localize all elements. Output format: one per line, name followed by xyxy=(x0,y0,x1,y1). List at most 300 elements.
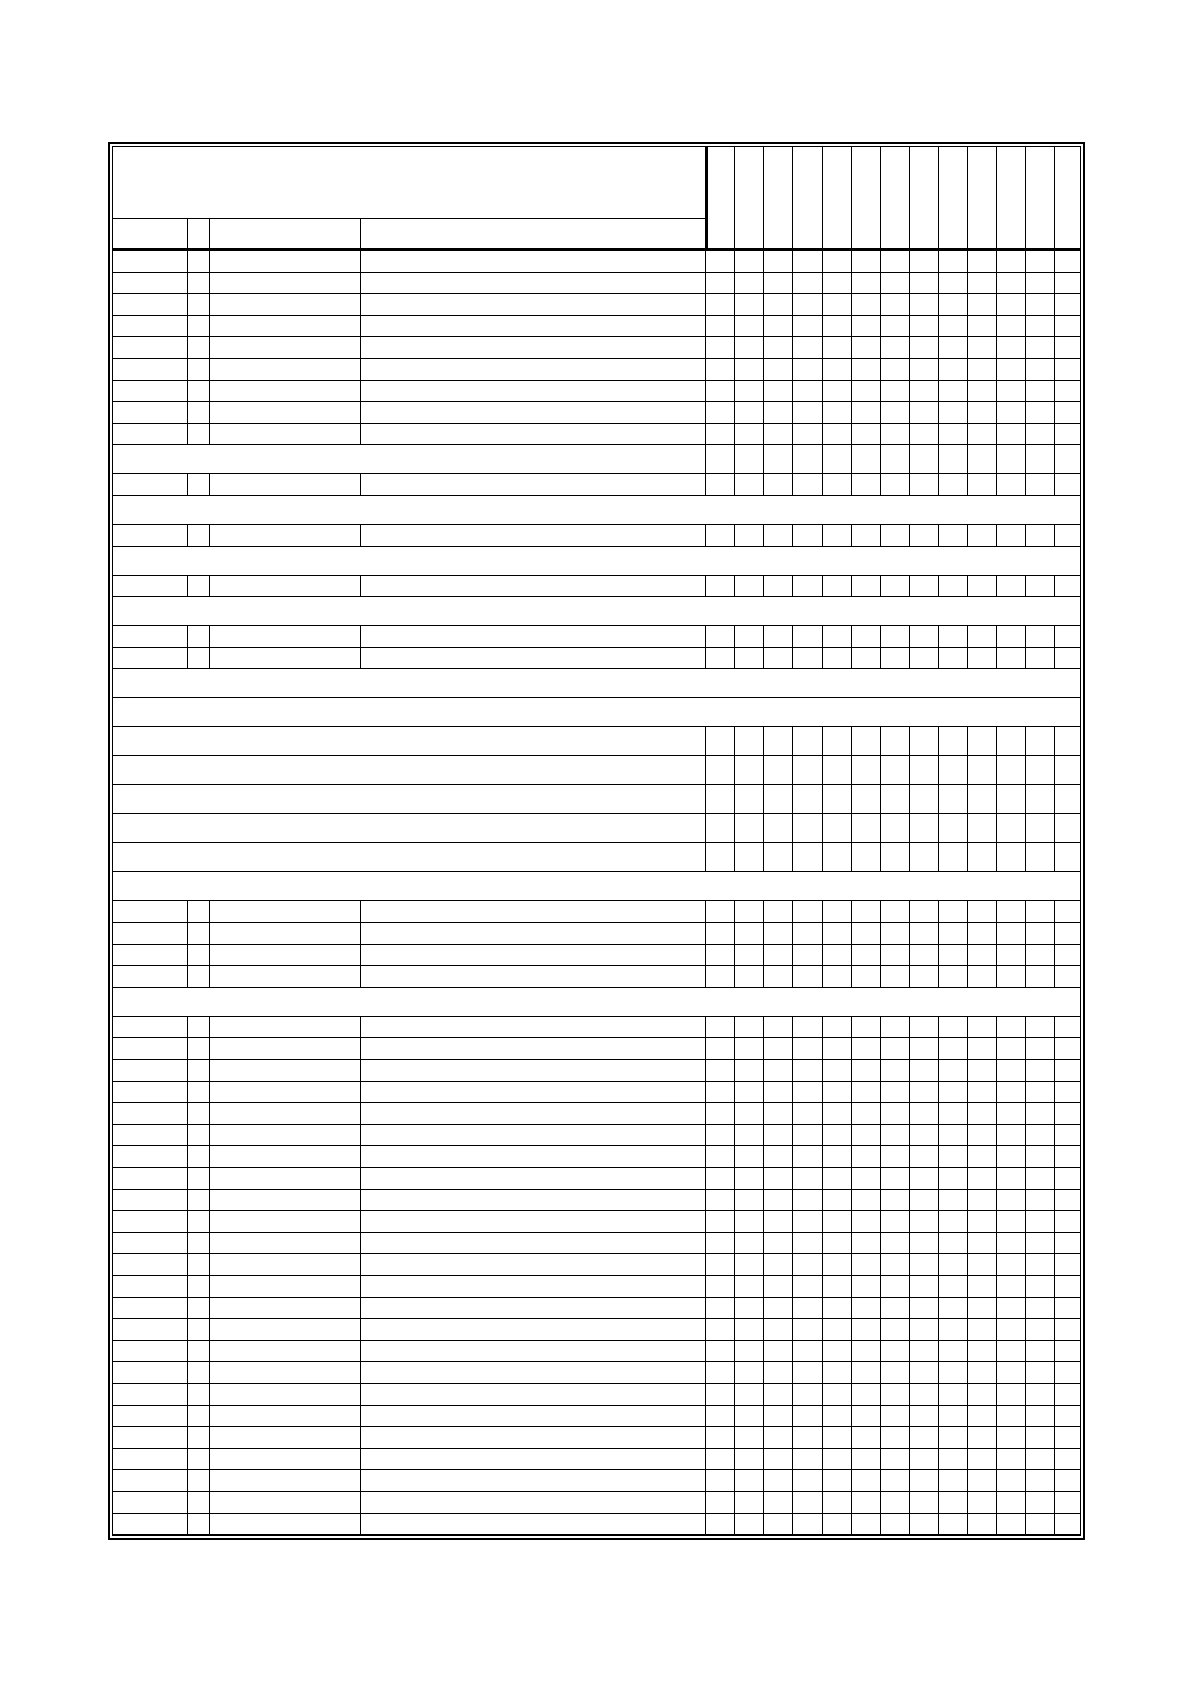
row-grid-line xyxy=(996,965,997,987)
row-grid-line xyxy=(1054,1124,1055,1146)
row-grid-line xyxy=(938,1210,939,1232)
row-grid-line xyxy=(880,336,881,358)
row-grid-line xyxy=(1025,1253,1026,1275)
row-grid-line xyxy=(734,315,735,337)
row-grid-line xyxy=(909,250,910,272)
row-grid-line xyxy=(909,293,910,315)
row-grid-line xyxy=(792,1297,793,1319)
row-grid-line xyxy=(880,423,881,445)
row-column-line xyxy=(360,358,361,380)
row-grid-line xyxy=(763,1102,764,1124)
row-column-line xyxy=(209,423,210,445)
row-grid-line xyxy=(938,575,939,597)
row-grid-line xyxy=(938,965,939,987)
row-grid-line xyxy=(851,1275,852,1297)
row-grid-line xyxy=(938,1469,939,1491)
row-grid-line xyxy=(1054,813,1055,842)
row-grid-line xyxy=(734,965,735,987)
row-grid-line xyxy=(792,1448,793,1470)
row-grid-line xyxy=(705,842,706,871)
band-line xyxy=(113,697,1081,698)
row-grid-line xyxy=(1054,272,1055,294)
header-column-line xyxy=(187,218,188,249)
row-grid-line xyxy=(996,1426,997,1448)
row-column-line xyxy=(705,1037,706,1059)
row-grid-line xyxy=(880,380,881,402)
row-grid-line xyxy=(851,401,852,423)
band-line xyxy=(113,625,1081,626)
row-line xyxy=(113,668,1081,669)
row-column-line xyxy=(187,336,188,358)
row-grid-line xyxy=(967,444,968,473)
row-grid-line xyxy=(1025,1145,1026,1167)
row-grid-line xyxy=(792,423,793,445)
row-grid-line xyxy=(996,315,997,337)
row-column-line xyxy=(360,315,361,337)
band-line xyxy=(113,900,1081,901)
row-grid-line xyxy=(880,1405,881,1427)
row-grid-line xyxy=(967,1016,968,1038)
row-column-line xyxy=(187,315,188,337)
row-grid-line xyxy=(734,1102,735,1124)
row-column-line xyxy=(360,380,361,402)
row-grid-line xyxy=(763,1210,764,1232)
band-line xyxy=(113,726,1081,727)
row-column-line xyxy=(705,1102,706,1124)
row-grid-line xyxy=(822,250,823,272)
row-grid-line xyxy=(822,575,823,597)
row-column-line xyxy=(187,1361,188,1383)
row-grid-line xyxy=(938,1232,939,1254)
row-grid-line xyxy=(1054,842,1055,871)
row-grid-line xyxy=(822,272,823,294)
row-grid-line xyxy=(851,1016,852,1038)
row-column-line xyxy=(360,473,361,495)
row-grid-line xyxy=(734,784,735,813)
row-grid-line xyxy=(792,965,793,987)
row-grid-line xyxy=(996,647,997,669)
row-grid-line xyxy=(822,1426,823,1448)
row-grid-line xyxy=(938,625,939,647)
row-grid-line xyxy=(909,315,910,337)
row-column-line xyxy=(209,401,210,423)
row-grid-line xyxy=(1054,1426,1055,1448)
row-grid-line xyxy=(1025,1491,1026,1513)
row-grid-line xyxy=(909,1232,910,1254)
row-grid-line xyxy=(792,1037,793,1059)
row-column-line xyxy=(187,1340,188,1362)
row-grid-line xyxy=(734,1145,735,1167)
row-grid-line xyxy=(938,1448,939,1470)
row-grid-line xyxy=(1025,473,1026,495)
row-column-line xyxy=(209,315,210,337)
row-grid-line xyxy=(792,1210,793,1232)
row-grid-line xyxy=(967,380,968,402)
row-column-line xyxy=(705,1210,706,1232)
row-column-line xyxy=(209,1210,210,1232)
row-grid-line xyxy=(763,524,764,546)
row-grid-line xyxy=(851,293,852,315)
row-grid-line xyxy=(909,1189,910,1211)
row-grid-line xyxy=(1025,1405,1026,1427)
row-grid-line xyxy=(792,1059,793,1081)
row-grid-line xyxy=(851,315,852,337)
row-grid-line xyxy=(822,1297,823,1319)
band-line xyxy=(113,575,1081,576)
row-column-line xyxy=(209,575,210,597)
row-grid-line xyxy=(967,1405,968,1427)
row-grid-line xyxy=(938,315,939,337)
row-grid-line xyxy=(1025,944,1026,966)
row-grid-line xyxy=(763,1491,764,1513)
row-grid-line xyxy=(996,1189,997,1211)
row-grid-line xyxy=(967,250,968,272)
row-grid-line xyxy=(792,1513,793,1535)
row-grid-line xyxy=(851,1340,852,1362)
row-column-line xyxy=(209,1383,210,1405)
row-column-line xyxy=(705,315,706,337)
row-grid-line xyxy=(792,1145,793,1167)
row-grid-line xyxy=(822,965,823,987)
row-grid-line xyxy=(938,726,939,755)
row-grid-line xyxy=(763,358,764,380)
row-grid-line xyxy=(705,755,706,784)
row-grid-line xyxy=(734,401,735,423)
row-grid-line xyxy=(909,625,910,647)
row-grid-line xyxy=(938,250,939,272)
row-grid-line xyxy=(938,1426,939,1448)
row-column-line xyxy=(187,625,188,647)
row-grid-line xyxy=(909,358,910,380)
row-column-line xyxy=(360,293,361,315)
row-grid-line xyxy=(734,1124,735,1146)
row-grid-line xyxy=(734,1383,735,1405)
row-grid-line xyxy=(1025,1124,1026,1146)
row-grid-line xyxy=(763,293,764,315)
row-grid-line xyxy=(996,575,997,597)
row-grid-line xyxy=(1054,1297,1055,1319)
row-grid-line xyxy=(822,444,823,473)
row-grid-line xyxy=(734,1491,735,1513)
row-grid-line xyxy=(763,1275,764,1297)
header-grid-column-line xyxy=(938,147,939,249)
row-grid-line xyxy=(1025,625,1026,647)
row-grid-line xyxy=(792,401,793,423)
row-grid-line xyxy=(967,358,968,380)
row-column-line xyxy=(360,647,361,669)
row-grid-line xyxy=(792,1167,793,1189)
row-column-line xyxy=(705,1297,706,1319)
row-grid-line xyxy=(938,473,939,495)
row-grid-line xyxy=(938,1253,939,1275)
row-grid-line xyxy=(822,625,823,647)
row-column-line xyxy=(360,1426,361,1448)
row-column-line xyxy=(705,965,706,987)
row-line xyxy=(113,380,1081,381)
row-column-line xyxy=(705,524,706,546)
row-grid-line xyxy=(763,380,764,402)
row-grid-line xyxy=(763,842,764,871)
row-grid-line xyxy=(734,1232,735,1254)
row-grid-line xyxy=(938,1016,939,1038)
row-grid-line xyxy=(1025,293,1026,315)
row-grid-line xyxy=(1025,315,1026,337)
row-grid-line xyxy=(880,1275,881,1297)
row-grid-line xyxy=(996,1275,997,1297)
row-column-line xyxy=(360,1081,361,1103)
row-line xyxy=(113,1081,1081,1082)
row-grid-line xyxy=(909,272,910,294)
row-grid-line xyxy=(938,444,939,473)
row-column-line xyxy=(360,1383,361,1405)
row-grid-line xyxy=(1025,444,1026,473)
row-grid-line xyxy=(734,1189,735,1211)
row-column-line xyxy=(360,336,361,358)
row-grid-line xyxy=(909,1037,910,1059)
row-grid-line xyxy=(763,1513,764,1535)
row-column-line xyxy=(187,1037,188,1059)
row-column-line xyxy=(705,380,706,402)
row-column-line xyxy=(209,965,210,987)
row-grid-line xyxy=(763,813,764,842)
row-grid-line xyxy=(1025,524,1026,546)
row-grid-line xyxy=(1054,1081,1055,1103)
row-column-line xyxy=(705,1124,706,1146)
row-grid-line xyxy=(909,647,910,669)
row-grid-line xyxy=(792,647,793,669)
row-grid-line xyxy=(880,315,881,337)
row-grid-line xyxy=(734,524,735,546)
row-column-line xyxy=(360,1189,361,1211)
row-grid-line xyxy=(996,842,997,871)
row-grid-line xyxy=(909,784,910,813)
row-grid-line xyxy=(763,1253,764,1275)
row-grid-line xyxy=(1025,1037,1026,1059)
row-grid-line xyxy=(1054,1253,1055,1275)
row-line xyxy=(113,755,1081,756)
row-grid-line xyxy=(763,1081,764,1103)
row-grid-line xyxy=(996,444,997,473)
row-column-line xyxy=(209,900,210,922)
row-grid-line xyxy=(996,625,997,647)
row-column-line xyxy=(705,358,706,380)
header-grid-column-line xyxy=(880,147,881,249)
row-line xyxy=(113,647,1081,648)
row-column-line xyxy=(705,1340,706,1362)
row-grid-line xyxy=(763,625,764,647)
row-grid-line xyxy=(851,922,852,944)
row-grid-line xyxy=(822,1102,823,1124)
row-grid-line xyxy=(734,1059,735,1081)
row-line xyxy=(113,813,1081,814)
row-grid-line xyxy=(967,401,968,423)
row-column-line xyxy=(360,1037,361,1059)
header-grid-column-line xyxy=(734,147,735,249)
row-grid-line xyxy=(851,1081,852,1103)
row-grid-line xyxy=(1054,965,1055,987)
row-grid-line xyxy=(792,842,793,871)
row-column-line xyxy=(187,1124,188,1146)
row-grid-line xyxy=(880,250,881,272)
row-grid-line xyxy=(996,1253,997,1275)
row-grid-line xyxy=(996,401,997,423)
row-grid-line xyxy=(909,1275,910,1297)
row-grid-line xyxy=(909,1361,910,1383)
row-grid-line xyxy=(996,813,997,842)
row-grid-line xyxy=(792,1469,793,1491)
row-grid-line xyxy=(822,813,823,842)
row-grid-line xyxy=(938,1491,939,1513)
row-line xyxy=(113,784,1081,785)
form-title xyxy=(120,160,690,210)
row-grid-line xyxy=(1025,922,1026,944)
row-column-line xyxy=(209,1081,210,1103)
row-grid-line xyxy=(792,336,793,358)
row-grid-line xyxy=(1054,755,1055,784)
row-grid-line xyxy=(967,1145,968,1167)
row-grid-line xyxy=(792,1232,793,1254)
row-grid-line xyxy=(967,1124,968,1146)
row-grid-line xyxy=(1025,1016,1026,1038)
row-grid-line xyxy=(763,1124,764,1146)
row-grid-line xyxy=(909,944,910,966)
row-grid-line xyxy=(1025,1167,1026,1189)
row-grid-line xyxy=(880,1232,881,1254)
row-grid-line xyxy=(938,336,939,358)
row-column-line xyxy=(360,1275,361,1297)
row-column-line xyxy=(360,1102,361,1124)
row-grid-line xyxy=(822,842,823,871)
row-column-line xyxy=(209,1513,210,1535)
row-line xyxy=(113,1448,1081,1449)
row-grid-line xyxy=(967,842,968,871)
row-column-line xyxy=(187,1167,188,1189)
row-grid-line xyxy=(822,1037,823,1059)
row-grid-line xyxy=(1025,1297,1026,1319)
row-grid-line xyxy=(1054,1059,1055,1081)
row-grid-line xyxy=(996,1081,997,1103)
row-grid-line xyxy=(1025,1102,1026,1124)
row-grid-line xyxy=(792,1318,793,1340)
row-grid-line xyxy=(938,272,939,294)
row-grid-line xyxy=(938,1059,939,1081)
row-grid-line xyxy=(880,1448,881,1470)
row-grid-line xyxy=(763,944,764,966)
row-grid-line xyxy=(734,1016,735,1038)
row-column-line xyxy=(187,1491,188,1513)
row-column-line xyxy=(705,1513,706,1535)
row-column-line xyxy=(360,1340,361,1362)
row-grid-line xyxy=(851,900,852,922)
row-grid-line xyxy=(909,726,910,755)
row-grid-line xyxy=(996,1383,997,1405)
row-grid-line xyxy=(1054,1513,1055,1535)
row-grid-line xyxy=(967,293,968,315)
row-grid-line xyxy=(967,1361,968,1383)
row-grid-line xyxy=(880,1383,881,1405)
row-grid-line xyxy=(792,444,793,473)
row-grid-line xyxy=(1054,1491,1055,1513)
row-grid-line xyxy=(734,755,735,784)
row-grid-line xyxy=(1054,900,1055,922)
row-column-line xyxy=(360,625,361,647)
row-column-line xyxy=(187,1253,188,1275)
header-grid-column-line xyxy=(822,147,823,249)
row-grid-line xyxy=(996,336,997,358)
row-grid-line xyxy=(880,293,881,315)
row-grid-line xyxy=(851,1448,852,1470)
row-grid-line xyxy=(909,524,910,546)
row-line xyxy=(113,1210,1081,1211)
row-column-line xyxy=(705,1189,706,1211)
header-column-line xyxy=(360,218,361,249)
header-bottom-line xyxy=(113,248,1081,251)
row-grid-line xyxy=(792,1016,793,1038)
row-grid-line xyxy=(938,755,939,784)
row-column-line xyxy=(187,380,188,402)
row-line xyxy=(113,1037,1081,1038)
row-grid-line xyxy=(822,1383,823,1405)
row-column-line xyxy=(209,1405,210,1427)
row-column-line xyxy=(187,358,188,380)
row-grid-line xyxy=(1054,1037,1055,1059)
row-column-line xyxy=(705,1059,706,1081)
row-grid-line xyxy=(909,1513,910,1535)
row-grid-line xyxy=(880,1426,881,1448)
row-line xyxy=(113,473,1081,474)
row-column-line xyxy=(360,1059,361,1081)
row-grid-line xyxy=(967,755,968,784)
row-grid-line xyxy=(996,922,997,944)
row-column-line xyxy=(705,336,706,358)
row-grid-line xyxy=(880,1210,881,1232)
row-grid-line xyxy=(909,1059,910,1081)
row-grid-line xyxy=(1025,336,1026,358)
row-grid-line xyxy=(1025,1210,1026,1232)
row-grid-line xyxy=(822,922,823,944)
row-grid-line xyxy=(938,813,939,842)
row-grid-line xyxy=(996,1318,997,1340)
row-grid-line xyxy=(792,575,793,597)
row-grid-line xyxy=(880,922,881,944)
row-grid-line xyxy=(1025,358,1026,380)
row-grid-line xyxy=(1025,575,1026,597)
row-grid-line xyxy=(734,1361,735,1383)
row-grid-line xyxy=(763,1016,764,1038)
row-grid-line xyxy=(792,1081,793,1103)
row-line xyxy=(113,1275,1081,1276)
row-grid-line xyxy=(880,524,881,546)
row-grid-line xyxy=(909,1426,910,1448)
row-grid-line xyxy=(1054,293,1055,315)
row-grid-line xyxy=(734,1318,735,1340)
row-grid-line xyxy=(938,784,939,813)
row-column-line xyxy=(705,1232,706,1254)
row-grid-line xyxy=(996,1037,997,1059)
row-line xyxy=(113,495,1081,496)
row-column-line xyxy=(705,575,706,597)
row-column-line xyxy=(209,1124,210,1146)
row-grid-line xyxy=(734,1037,735,1059)
header-grid-divider xyxy=(705,147,708,249)
row-grid-line xyxy=(792,1253,793,1275)
row-column-line xyxy=(705,1383,706,1405)
row-grid-line xyxy=(851,250,852,272)
row-column-line xyxy=(209,272,210,294)
row-column-line xyxy=(360,1405,361,1427)
row-grid-line xyxy=(763,1232,764,1254)
row-grid-line xyxy=(938,293,939,315)
